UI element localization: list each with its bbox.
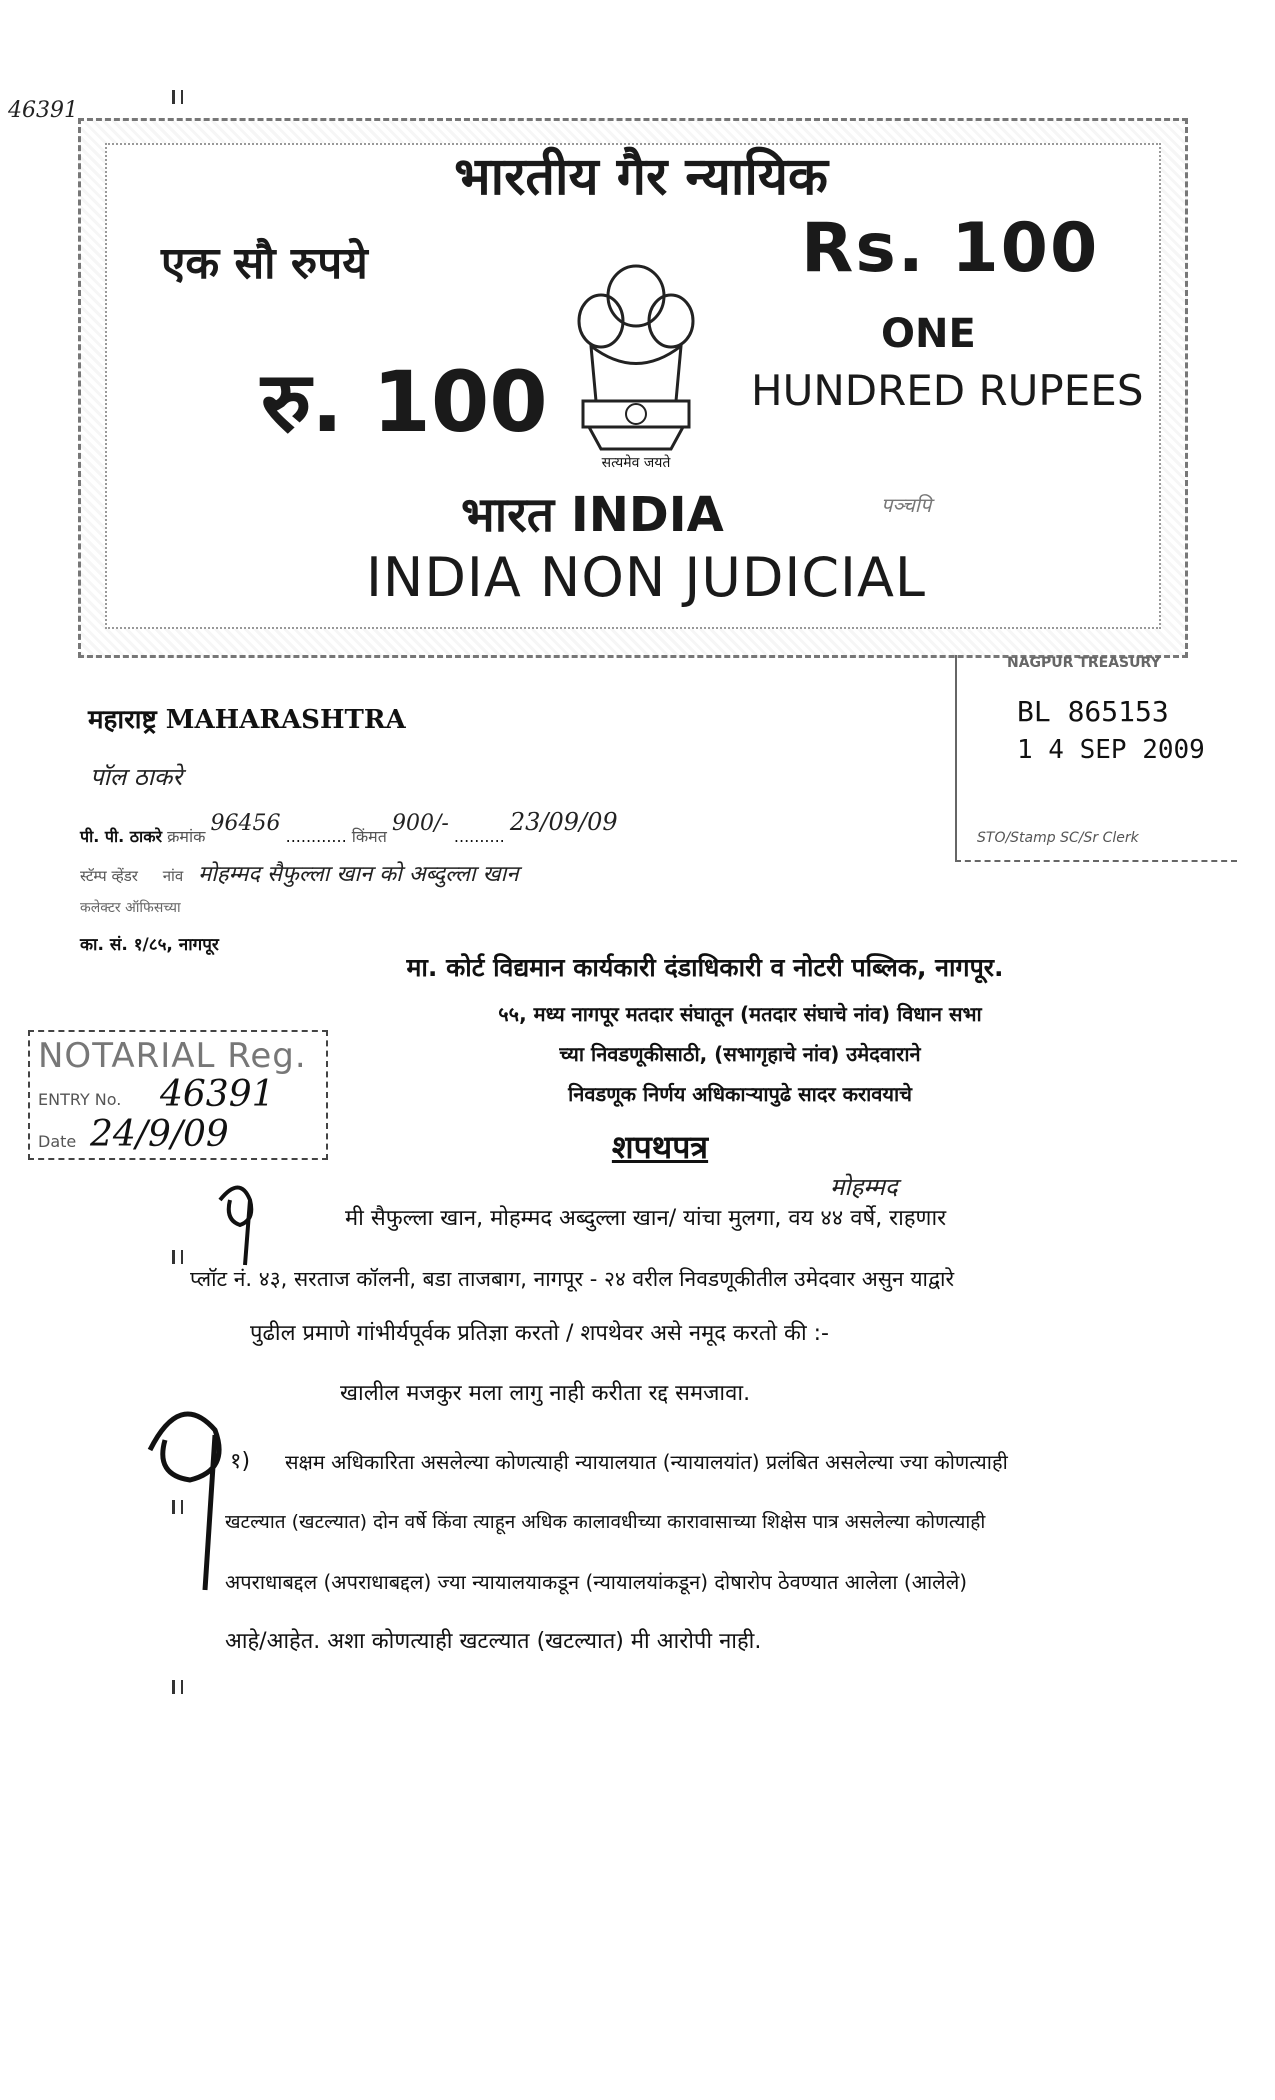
vendor-price-label: किंमत bbox=[351, 827, 387, 846]
vendor-line-3: कलेक्टर ऑफिसच्या bbox=[80, 900, 181, 916]
treasury-office: NAGPUR TREASURY bbox=[1007, 655, 1161, 671]
para1-line-4: खालील मजकुर मला लागु नाही करीता रद्द समजावा. bbox=[340, 1381, 751, 1406]
document-title: शपथपत्र bbox=[611, 1128, 709, 1166]
vendor-buyer-value: मोहम्मद सैफुल्ला खान को अब्दुल्ला खान bbox=[198, 862, 519, 887]
item-line-3: अपराधाबद्दल (अपराधाबद्दल) ज्या न्यायालयाकडून (न्यायालयांकडून) दोषारोप ठेवण्यात आलेला (आलेले) bbox=[225, 1570, 968, 1594]
heading-line-3: च्या निवडणूकीसाठी, (सभागृहाचे नांव) उमेदवाराने bbox=[559, 1042, 921, 1066]
vendor-number-value: 96456 bbox=[210, 811, 281, 836]
notarial-entry-label: ENTRY No. bbox=[38, 1090, 122, 1109]
treasury-date: 1 4 SEP 2009 bbox=[1017, 735, 1205, 765]
vendor-date-value: 23/09/09 bbox=[509, 808, 618, 836]
notarial-date-label: Date bbox=[38, 1132, 77, 1151]
vendor-buyer-label: नांव bbox=[162, 867, 184, 885]
item-line-1: सक्षम अधिकारिता असलेल्या कोणत्याही न्यायालयात (न्यायालयांत) प्रलंबित असलेल्या ज्या कोणत्याही bbox=[285, 1450, 1008, 1474]
national-emblem-icon bbox=[561, 251, 711, 481]
vendor-name-label: पी. पी. ठाकरे bbox=[80, 827, 163, 846]
notarial-label: NOTARIAL Reg. bbox=[38, 1036, 307, 1076]
margin-note: 46391 bbox=[8, 98, 78, 123]
stamp-side-scribble: पञ्चपि bbox=[881, 493, 932, 517]
emblem-motto: सत्यमेव जयते bbox=[601, 455, 671, 471]
perforation-mark bbox=[172, 1250, 183, 1264]
inserted-word: मोहम्मद bbox=[830, 1173, 898, 1201]
item-number: १) bbox=[230, 1449, 251, 1474]
para1-line-2: प्लॉट नं. ४३, सरताज कॉलनी, बडा ताजबाग, नागपूर - २४ वरील निवडणूकीतील उमेदवार असुन याद्वारे bbox=[190, 1267, 955, 1291]
perforation-mark bbox=[172, 1680, 183, 1694]
court-line: मा. कोर्ट विद्यमान कार्यकारी दंडाधिकारी व नोटरी पब्लिक, नागपूर. bbox=[406, 953, 1004, 982]
para1-line-1: मी सैफुल्ला खान, मोहम्मद अब्दुल्ला खान/ यांचा मुलगा, वय ४४ वर्षे, राहणार bbox=[345, 1206, 947, 1231]
vendor-number-label: क्रमांक bbox=[167, 827, 206, 846]
stamp-paper bbox=[78, 118, 1188, 658]
notarial-date-value: 24/9/09 bbox=[90, 1114, 229, 1155]
heading-line-4: निवडणूक निर्णय अधिकाऱ्यापुढे सादर करावयाचे bbox=[568, 1082, 912, 1106]
stamp-hindi-amount: एक सौ रुपये bbox=[161, 238, 368, 289]
stamp-devanagari-value: रु. 100 bbox=[261, 353, 548, 451]
stamp-rs-value: Rs. 100 bbox=[801, 209, 1100, 288]
stamp-hundred-rupees: HUNDRED RUPEES bbox=[751, 366, 1144, 415]
item-line-4: आहे/आहेत. अशा कोणत्याही खटल्यात (खटल्यात) मी आरोपी नाही. bbox=[225, 1629, 762, 1654]
treasury-serial: BL 865153 bbox=[1017, 695, 1169, 728]
stamp-one: ONE bbox=[881, 311, 976, 357]
perforation-mark bbox=[172, 90, 183, 104]
vendor-line-1: पी. पी. ठाकरे क्रमांक 96456 ............ किंमत 900/- .......... 23/09/09 bbox=[80, 808, 618, 846]
treasury-stamp-box bbox=[955, 655, 1237, 862]
vendor-line-2 bbox=[80, 858, 519, 888]
stamp-india-non-judicial: INDIA NON JUDICIAL bbox=[366, 546, 927, 609]
state-label: महाराष्ट्र MAHARASHTRA bbox=[88, 705, 406, 735]
stamp-top-hindi: भारतीय गैर न्यायिक bbox=[454, 147, 828, 207]
para1-line-3: पुढील प्रमाणे गांभीर्यपूर्वक प्रतिज्ञा करतो / शपथेवर असे नमूद करतो की :- bbox=[250, 1321, 829, 1346]
vendor-line-4: का. सं. १/८५, नागपूर bbox=[80, 935, 219, 955]
item-line-2: खटल्यात (खटल्यात) दोन वर्षे किंवा त्याहून अधिक कालावधीच्या कारावासाच्या शिक्षेस पात्र असलेल्या कोणत्याही bbox=[225, 1511, 986, 1533]
vendor-line2-label: स्टॅम्प व्हेंडर bbox=[80, 867, 138, 885]
heading-line-2: ५५, मध्य नागपूर मतदार संघातून (मतदार संघाचे नांव) विधान सभा bbox=[498, 1002, 982, 1026]
stamp-bharat-india: भारत INDIA bbox=[461, 487, 724, 543]
vendor-price-value: 900/- bbox=[391, 811, 449, 836]
treasury-footer: STO/Stamp SC/Sr Clerk bbox=[977, 830, 1139, 846]
notarial-register-stamp bbox=[28, 1030, 328, 1160]
vendor-handwritten-name: पॉल ठाकरे bbox=[90, 763, 183, 791]
notarial-entry-no: 46391 bbox=[160, 1074, 275, 1115]
